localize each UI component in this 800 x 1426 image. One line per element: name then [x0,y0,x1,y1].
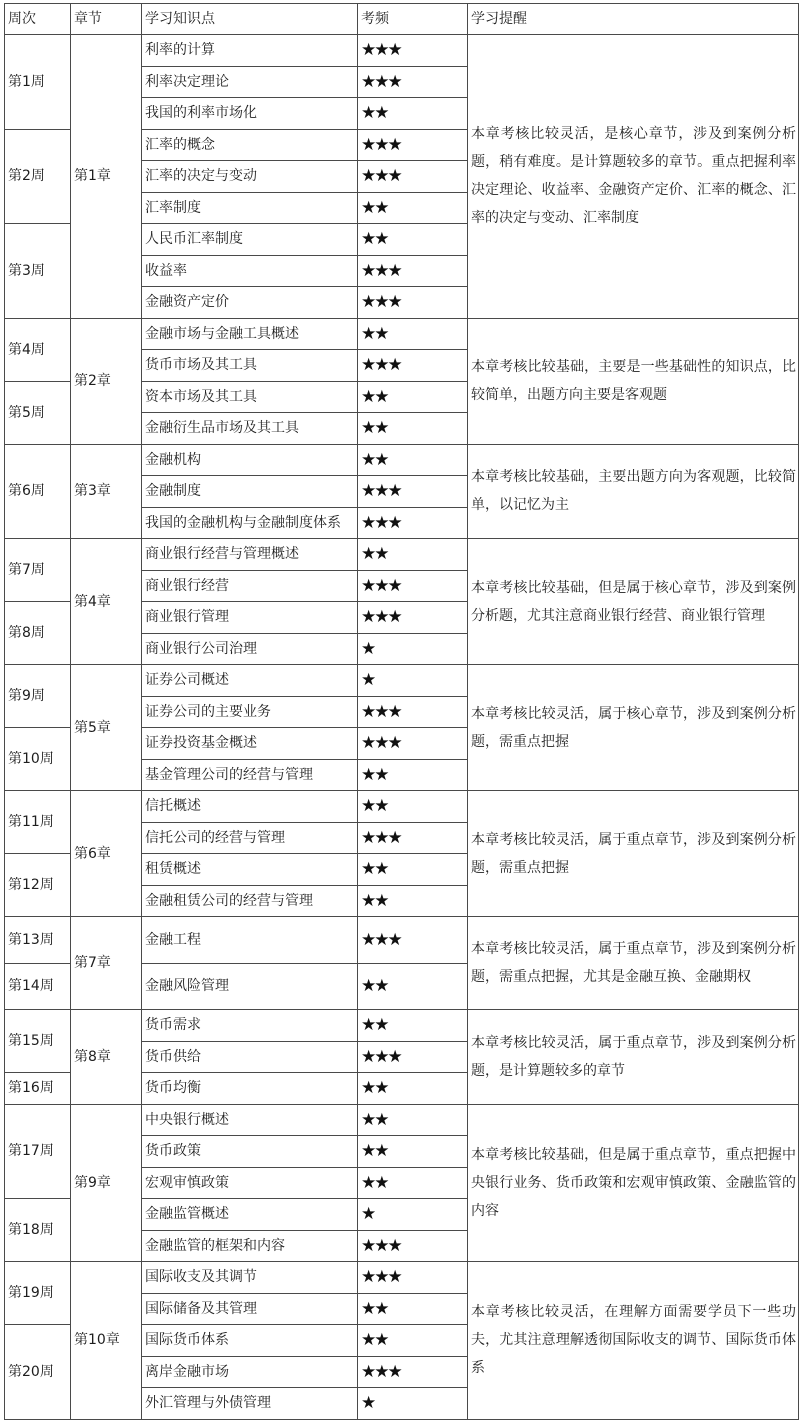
reminder-cell: 本章考核比较基础，但是属于核心章节，涉及到案例分析题，尤其注意商业银行经营、商业银行管理 [468,539,799,665]
topic-cell: 商业银行经营与管理概述 [142,539,358,571]
frequency-stars: ★★ [358,1073,468,1105]
topic-cell: 证券投资基金概述 [142,728,358,760]
frequency-stars: ★★★ [358,917,468,964]
reminder-cell: 本章考核比较基础，主要出题方向为客观题，比较简单，以记忆为主 [468,444,799,539]
frequency-stars: ★★ [358,1010,468,1042]
topic-cell: 货币均衡 [142,1073,358,1105]
frequency-stars: ★★★ [358,255,468,287]
frequency-stars: ★★★ [358,507,468,539]
topic-cell: 人民币汇率制度 [142,224,358,256]
topic-cell: 利率决定理论 [142,66,358,98]
week-cell: 第16周 [5,1073,71,1105]
reminder-cell: 本章考核比较基础，但是属于重点章节，重点把握中央银行业务、货币政策和宏观审慎政策、金融监管的内容 [468,1104,799,1262]
frequency-stars: ★★ [358,539,468,571]
reminder-cell: 本章考核比较灵活，在理解方面需要学员下一些功夫，尤其注意理解透彻国际收支的调节、国际货币体系 [468,1262,799,1420]
topic-cell: 金融衍生品市场及其工具 [142,413,358,445]
topic-cell: 证券公司概述 [142,665,358,697]
frequency-stars: ★★★ [358,728,468,760]
topic-cell: 汇率制度 [142,192,358,224]
frequency-stars: ★ [358,665,468,697]
topic-cell: 汇率的决定与变动 [142,161,358,193]
header-chapter: 章节 [71,4,142,35]
topic-cell: 离岸金融市场 [142,1356,358,1388]
topic-cell: 租赁概述 [142,854,358,886]
chapter-cell: 第10章 [71,1262,142,1420]
header-reminder: 学习提醒 [468,4,799,35]
week-cell: 第5周 [5,381,71,444]
frequency-stars: ★★★ [358,476,468,508]
frequency-stars: ★★ [358,1325,468,1357]
topic-cell: 货币需求 [142,1010,358,1042]
frequency-stars: ★★ [358,381,468,413]
header-frequency: 考频 [358,4,468,35]
topic-cell: 货币政策 [142,1136,358,1168]
topic-cell: 外汇管理与外债管理 [142,1388,358,1420]
topic-cell: 我国的金融机构与金融制度体系 [142,507,358,539]
week-cell: 第8周 [5,602,71,665]
frequency-stars: ★★ [358,413,468,445]
topic-cell: 货币市场及其工具 [142,350,358,382]
frequency-stars: ★★★ [358,1356,468,1388]
frequency-stars: ★ [358,633,468,665]
table-row [5,318,799,350]
reminder-cell: 本章考核比较灵活，是核心章节，涉及到案例分析题，稍有难度。是计算题较多的章节。重点把握利率决定理论、收益率、金融资产定价、汇率的概念、汇率的决定与变动、汇率制度 [468,35,799,319]
week-cell: 第15周 [5,1010,71,1073]
header-topic: 学习知识点 [142,4,358,35]
table-row [5,1262,799,1294]
week-cell: 第7周 [5,539,71,602]
reminder-cell: 本章考核比较灵活，属于重点章节，涉及到案例分析题，是计算题较多的章节 [468,1010,799,1105]
frequency-stars: ★★★ [358,1262,468,1294]
week-cell: 第20周 [5,1325,71,1420]
week-cell: 第9周 [5,665,71,728]
week-cell: 第11周 [5,791,71,854]
topic-cell: 金融监管的框架和内容 [142,1230,358,1262]
chapter-cell: 第1章 [71,35,142,319]
frequency-stars: ★★★ [358,161,468,193]
frequency-stars: ★★★ [358,129,468,161]
chapter-cell: 第5章 [71,665,142,791]
reminder-cell: 本章考核比较灵活，属于重点章节，涉及到案例分析题，需重点把握 [468,791,799,917]
frequency-stars: ★★ [358,791,468,823]
frequency-stars: ★★ [358,1293,468,1325]
table-row [5,1010,799,1042]
chapter-cell: 第8章 [71,1010,142,1105]
frequency-stars: ★ [358,1199,468,1231]
frequency-stars: ★★ [358,759,468,791]
topic-cell: 商业银行公司治理 [142,633,358,665]
study-plan-table [4,3,799,1420]
topic-cell: 我国的利率市场化 [142,98,358,130]
topic-cell: 信托概述 [142,791,358,823]
frequency-stars: ★★★ [358,35,468,67]
week-cell: 第4周 [5,318,71,381]
frequency-stars: ★★★ [358,696,468,728]
table-row [5,1104,799,1136]
reminder-cell: 本章考核比较基础，主要是一些基础性的知识点，比较简单，出题方向主要是客观题 [468,318,799,444]
frequency-stars: ★★ [358,1167,468,1199]
frequency-stars: ★★ [358,224,468,256]
topic-cell: 证券公司的主要业务 [142,696,358,728]
frequency-stars: ★★★ [358,602,468,634]
chapter-cell: 第9章 [71,1104,142,1262]
chapter-cell: 第2章 [71,318,142,444]
topic-cell: 金融风险管理 [142,963,358,1010]
topic-cell: 国际收支及其调节 [142,1262,358,1294]
topic-cell: 汇率的概念 [142,129,358,161]
week-cell: 第1周 [5,35,71,130]
frequency-stars: ★★★ [358,66,468,98]
frequency-stars: ★★ [358,318,468,350]
topic-cell: 金融资产定价 [142,287,358,319]
week-cell: 第18周 [5,1199,71,1262]
topic-cell: 收益率 [142,255,358,287]
chapter-cell: 第7章 [71,917,142,1010]
frequency-stars: ★★ [358,963,468,1010]
chapter-cell: 第4章 [71,539,142,665]
topic-cell: 基金管理公司的经营与管理 [142,759,358,791]
frequency-stars: ★ [358,1388,468,1420]
topic-cell: 金融监管概述 [142,1199,358,1231]
topic-cell: 国际储备及其管理 [142,1293,358,1325]
topic-cell: 中央银行概述 [142,1104,358,1136]
topic-cell: 商业银行管理 [142,602,358,634]
frequency-stars: ★★★ [358,287,468,319]
topic-cell: 金融机构 [142,444,358,476]
week-cell: 第19周 [5,1262,71,1325]
reminder-cell: 本章考核比较灵活，属于重点章节，涉及到案例分析题，需重点把握，尤其是金融互换、金融期权 [468,917,799,1010]
frequency-stars: ★★ [358,854,468,886]
frequency-stars: ★★ [358,192,468,224]
frequency-stars: ★★★ [358,1230,468,1262]
table-row [5,444,799,476]
frequency-stars: ★★ [358,444,468,476]
header-row [5,4,799,35]
week-cell: 第3周 [5,224,71,319]
week-cell: 第2周 [5,129,71,224]
week-cell: 第6周 [5,444,71,539]
topic-cell: 金融租赁公司的经营与管理 [142,885,358,917]
frequency-stars: ★★★ [358,822,468,854]
topic-cell: 信托公司的经营与管理 [142,822,358,854]
table-row [5,917,799,964]
chapter-cell: 第3章 [71,444,142,539]
week-cell: 第17周 [5,1104,71,1199]
topic-cell: 金融市场与金融工具概述 [142,318,358,350]
frequency-stars: ★★★ [358,1041,468,1073]
topic-cell: 国际货币体系 [142,1325,358,1357]
table-row [5,539,799,571]
topic-cell: 金融制度 [142,476,358,508]
table-row [5,791,799,823]
header-week: 周次 [5,4,71,35]
week-cell: 第10周 [5,728,71,791]
study-plan-body [5,4,799,1420]
frequency-stars: ★★★ [358,350,468,382]
frequency-stars: ★★ [358,1104,468,1136]
table-row [5,35,799,67]
topic-cell: 宏观审慎政策 [142,1167,358,1199]
week-cell: 第14周 [5,963,71,1010]
chapter-cell: 第6章 [71,791,142,917]
frequency-stars: ★★ [358,98,468,130]
topic-cell: 货币供给 [142,1041,358,1073]
table-row [5,665,799,697]
frequency-stars: ★★ [358,885,468,917]
reminder-cell: 本章考核比较灵活，属于核心章节，涉及到案例分析题，需重点把握 [468,665,799,791]
frequency-stars: ★★ [358,1136,468,1168]
topic-cell: 利率的计算 [142,35,358,67]
frequency-stars: ★★★ [358,570,468,602]
week-cell: 第13周 [5,917,71,964]
topic-cell: 商业银行经营 [142,570,358,602]
topic-cell: 金融工程 [142,917,358,964]
topic-cell: 资本市场及其工具 [142,381,358,413]
week-cell: 第12周 [5,854,71,917]
